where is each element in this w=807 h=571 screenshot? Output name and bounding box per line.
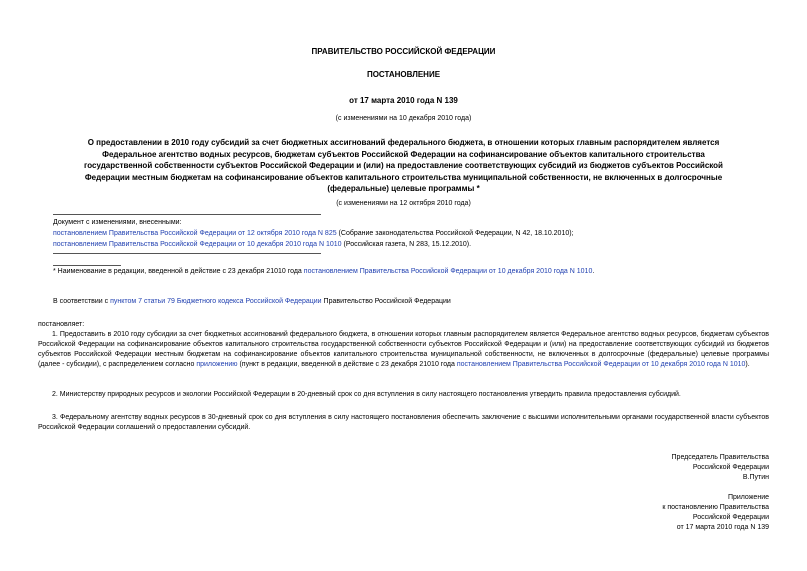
appendix-block (662, 493, 769, 533)
paragraph-3: 3. Федеральному агентству водных ресурсов в 30-дневный срок со дня вступления в силу настоящего постановления обеспечить заключение с высшими исполнительными органами государственной власти субъектов Российской Федерации соглашений о предоставлении субсидий. (38, 414, 769, 431)
title-line: государственной собственности субъектов Российской Федерации и (или) на предоставление соответствующих субсидий из бюджетов субъектов Российской (84, 161, 723, 170)
appendix-link[interactable]: приложению (196, 361, 238, 368)
paragraph-text: ). (745, 361, 750, 368)
amendment-source: (Российская газета, N 283, 15.12.2010). (341, 241, 472, 248)
footnote-link[interactable]: постановлением Правительства Российской Федерации от 10 декабря 2010 года N 1010 (303, 268, 593, 275)
title-line: (федеральные) целевые программы * (327, 184, 480, 193)
document-type: ПОСТАНОВЛЕНИЕ (366, 70, 441, 79)
document-date: от 17 марта 2010 года N 139 (349, 96, 458, 105)
title-line: О предоставлении в 2010 году субсидий за счет бюджетных ассигнований федерального бюджета, в отношении которых главным распорядителем является (87, 138, 720, 147)
document-changes-note: (с изменениями на 10 декабря 2010 года) (335, 115, 472, 122)
document-title (0, 137, 807, 195)
amendments-intro: Документ с изменениями, внесенными: (53, 219, 182, 226)
paragraph-2: 2. Министерству природных ресурсов и экологии Российской Федерации в 20-дневный срок со дня вступления в силу настоящего постановления утвердить правила предоставления субсидий. (52, 391, 681, 398)
title-changes-note: (с изменениями на 12 октября 2010 года) (336, 200, 471, 207)
signature-title: Председатель Правительства (671, 454, 769, 461)
title-line: Федеральное агентство водных ресурсов, бюджетам субъектов Российской Федерации на софинансирование объектов капитального строительства (102, 149, 705, 159)
amendment-link[interactable]: постановлением Правительства Российской Федерации от 12 октября 2010 года N 825 (53, 230, 337, 237)
amendment-link[interactable]: постановлением Правительства Российской Федерации от 10 декабря 2010 года N 1010 (53, 241, 342, 248)
footnote (53, 267, 773, 277)
title-line: Федерации местным бюджетам на софинансирование объектов капитального строительства муниципальной собственности, не включенных в долгосрочные (84, 172, 723, 182)
appendix-ref: Российской Федерации (692, 514, 769, 521)
preamble-text: В соответствии с (53, 298, 111, 305)
amendments-block (53, 218, 773, 250)
footnote-text: * Наименование в редакции, введенной в действие с 23 декабря 21010 года (53, 268, 304, 275)
preamble-text: Правительство Российской Федерации (321, 298, 451, 305)
decrees-word: постановляет: (38, 321, 85, 328)
paragraph-text: 1. Предоставить в 2010 году субсидии за счет бюджетных ассигнований федерального бюджета, в отношении которых главным распорядителем является Федеральное агентство водных ресурсов, бюджетам субъектов Российской Федерации на софинансирование объектов капитального строительства государственной собственности субъектов Российской Федерации и (или) на предоставление соответствующих субсидий из бюджетов субъектов Российской Федерации местным бюджетам на софинансирование объектов капитального строительства муниципальной собственности, не включенных в долгосрочные (федеральные) целевые программы (далее - субсидии), с распределением согласно (38, 331, 769, 368)
signature-block (672, 453, 769, 483)
paragraph-1 (38, 330, 769, 370)
appendix-title: Приложение (727, 494, 769, 501)
paragraph-text: (пункт в редакции, введенной в действие с 23 декабря 21010 года (237, 361, 457, 368)
budget-code-link[interactable]: пунктом 7 статьи 79 Бюджетного кодекса Российской Федерации (110, 298, 322, 305)
signature-name: В.Путин (742, 474, 769, 481)
amendment-source: (Собрание законодательства Российской Федерации, N 42, 18.10.2010); (336, 230, 574, 237)
footnote-rule (53, 265, 121, 266)
appendix-date: от 17 марта 2010 года N 139 (676, 524, 769, 531)
divider (53, 253, 321, 254)
divider (53, 214, 321, 215)
government-heading: ПРАВИТЕЛЬСТВО РОССИЙСКОЙ ФЕДЕРАЦИИ (311, 47, 496, 56)
appendix-ref: к постановлению Правительства (662, 504, 769, 511)
signature-country: Российской Федерации (692, 464, 769, 471)
amendment-link[interactable]: постановлением Правительства Российской Федерации от 10 декабря 2010 года N 1010 (456, 361, 746, 368)
preamble (53, 297, 773, 307)
footnote-end: . (592, 268, 595, 275)
